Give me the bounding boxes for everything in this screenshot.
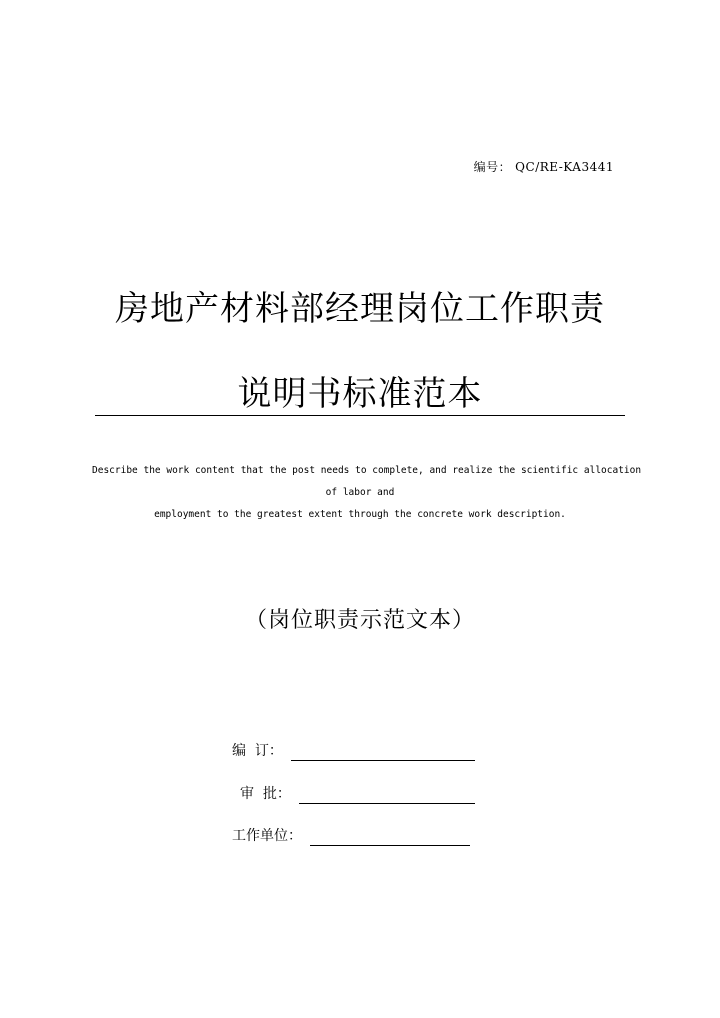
work-unit-label: 工作单位： <box>232 828 302 844</box>
document-number-label: 编号： <box>473 160 512 174</box>
document-number-value: QC/RE-KA3441 <box>515 160 614 174</box>
edit-field <box>232 741 475 761</box>
description-line-1: Describe the work content that the post needs to complete, and realize the scientific allocation <box>92 465 642 476</box>
description-line-2: of labor and <box>325 487 395 498</box>
review-blank-line[interactable] <box>299 789 475 804</box>
document-title-line-2: 说明书标准范本 <box>237 374 483 414</box>
description-line-3: employment to the greatest extent through the concrete work description. <box>154 509 566 520</box>
work-unit-blank-line[interactable] <box>310 831 470 846</box>
review-field <box>240 784 475 804</box>
document-number <box>474 158 614 175</box>
work-unit-field <box>232 826 470 846</box>
title-divider <box>95 415 625 416</box>
edit-blank-line[interactable] <box>291 746 475 761</box>
edit-label: 编 订： <box>232 743 283 759</box>
document-subtitle: （岗位职责示范文本） <box>244 608 475 633</box>
review-label: 审 批： <box>240 786 291 802</box>
document-title-line-1: 房地产材料部经理岗位工作职责 <box>115 289 605 329</box>
